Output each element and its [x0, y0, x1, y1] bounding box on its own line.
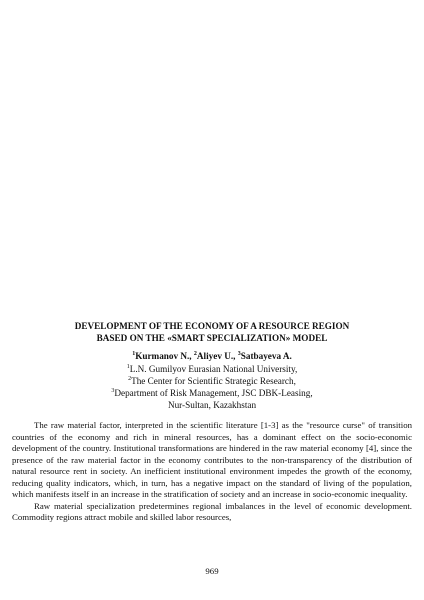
- affiliation-4-text: Nur-Sultan, Kazakhstan: [167, 400, 257, 410]
- affiliation-1: [40, 363, 384, 375]
- author-list: [40, 350, 384, 362]
- affiliation-3-text: Department of Risk Management, JSC DBK-Leasing,: [114, 388, 313, 398]
- page-number: 969: [205, 566, 219, 576]
- paragraph-1: The raw material factor, interpreted in the scientific literature [1-3] as the "resource curse" of transition countries of the economy and rich in mineral resources, has a dominant effect on the socio-economic development of the country. Institutional transformations are hindered in the raw material economy [4], since the presence of the raw material factor in the economy contributes to the non-transparency of the distribution of natural resource rent in society. An inefficient institutional environment impedes the growth of the economy, reducing quality indicators, which, in turn, has a negative impact on the standard of living of the population, which manifests itself in an increase in the stratification of society and an increase in socio-economic inequality.: [12, 420, 412, 499]
- affiliation-2-sup: 2: [128, 375, 132, 382]
- author-2-sup: 2: [193, 350, 197, 357]
- affiliation-1-sup: 1: [126, 363, 130, 370]
- author-3-name: Satbayeva A.: [240, 351, 292, 361]
- paragraph-2: Raw material specialization predetermines regional imbalances in the level of economic development. Commodity regions attract mobile and skilled labor resources,: [12, 500, 412, 522]
- affiliation-4: [40, 399, 384, 411]
- affiliation-2-text: The Center for Scientific Strategic Research,: [131, 376, 296, 386]
- affiliation-3: [40, 387, 384, 399]
- title-line-2: BASED ON THE «SMART SPECIALIZATION» MODEL: [96, 333, 328, 343]
- title-line-1: DEVELOPMENT OF THE ECONOMY OF A RESOURCE REGION: [74, 321, 350, 331]
- paper-title: [40, 320, 384, 344]
- affiliation-3-sup: 3: [111, 387, 115, 394]
- affiliation-1-text: L.N. Gumilyov Eurasian National University,: [129, 364, 298, 374]
- author-1-name: Kurmanov N.,: [135, 351, 192, 361]
- author-1-sup: 1: [132, 350, 136, 357]
- affiliations: [40, 363, 384, 411]
- body-text: [12, 420, 412, 524]
- author-3-sup: 3: [237, 350, 241, 357]
- author-2-name: Aliyev U.,: [196, 351, 236, 361]
- affiliation-2: [40, 375, 384, 387]
